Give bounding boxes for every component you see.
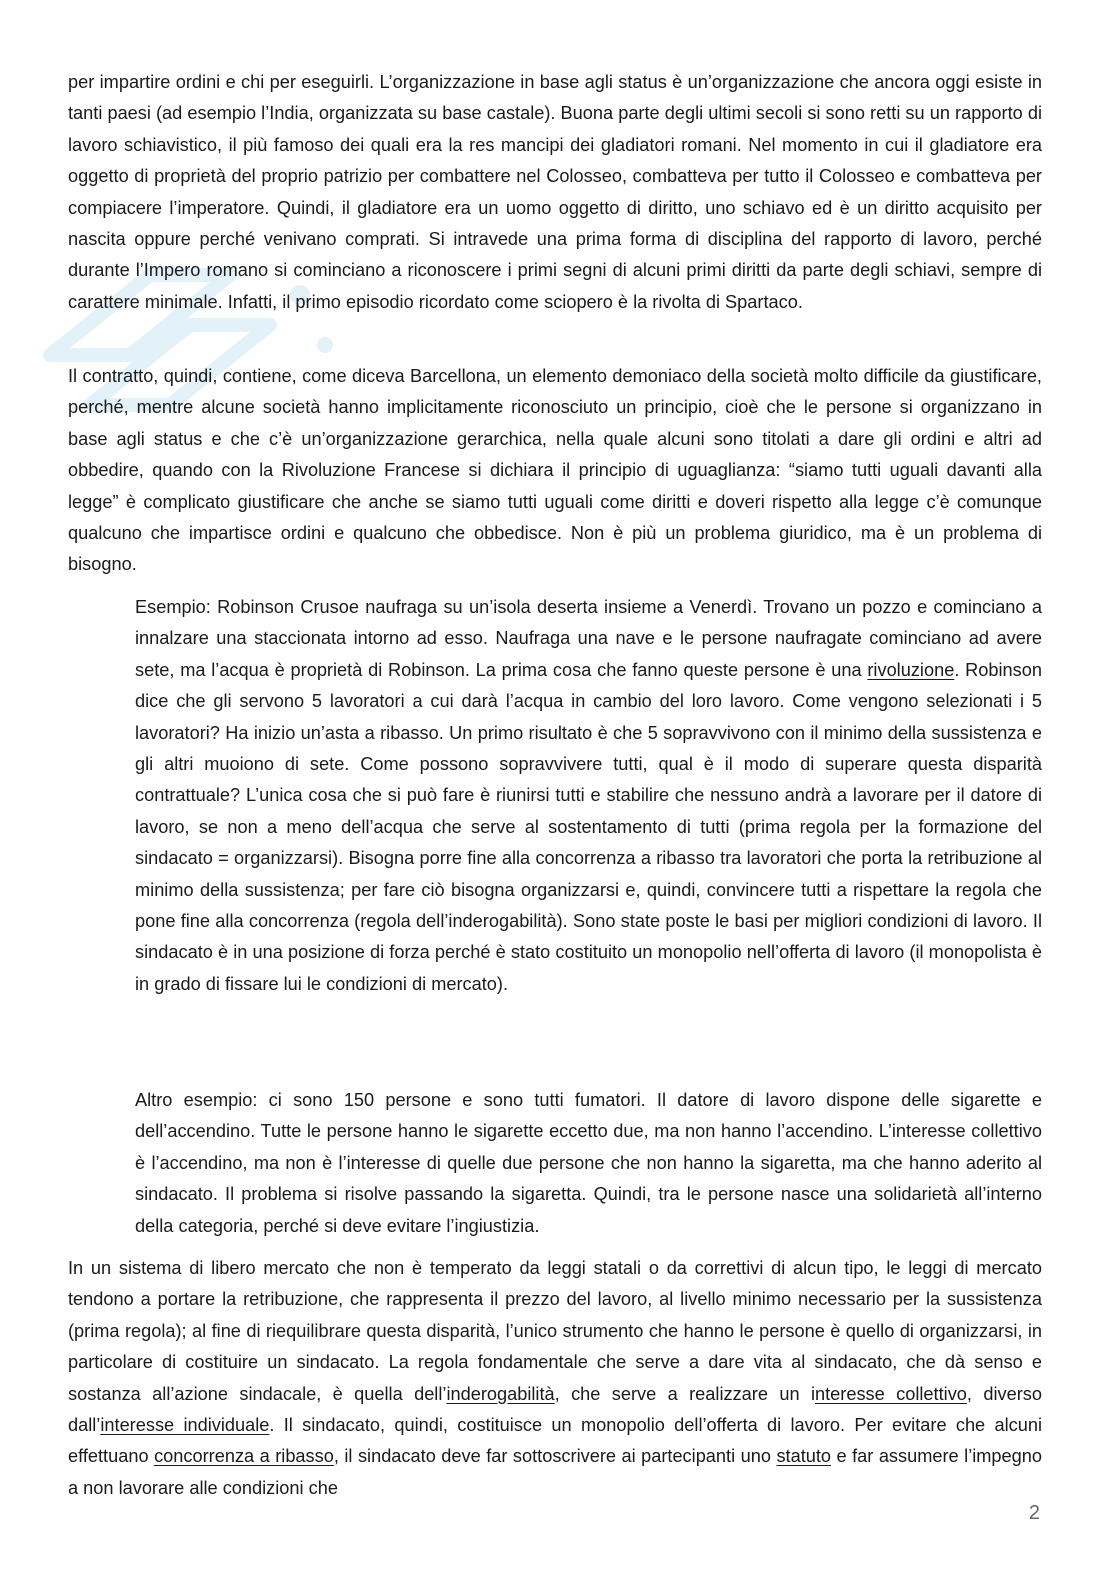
page-number: 2 xyxy=(1028,1502,1040,1524)
text-segment: , diverso dall’ xyxy=(68,1383,1042,1436)
paragraph-contract: Il contratto, quindi, contiene, come diceva Barcellona, un elemento demoniaco della società molto difficile da giustificare, perché, mentre alcune società hanno implicitamente riconosciuto un principio, cioè che le persone si organizzano in base agli status e che c’è un’organizzazione gerarchica, nella quale alcuni sono titolati a dare gli ordini e altri ad obbedire, quando con la Rivoluzione Francese si dichiara il principio di uguaglianza: “siamo tutti uguali davanti alla legge” è complicato giustificare che anche se siamo tutti uguali come diritti e doveri rispetto alla legge c’è comunque qualcuno che impartisce ordini e qualcuno che obbedisce. Non è più un problema giuridico, ma è un problema di bisogno. xyxy=(68,366,1042,575)
underlined-term-interesse-individuale: interesse individuale xyxy=(100,1415,270,1436)
text-segment: . Robinson dice che gli servono 5 lavoratori a cui darà l’acqua in cambio del loro lavoro. Come vengono selezionati i 5 lavoratori? Ha inizio un’asta a ribasso. Un primo risultato è che 5 sopravvivono con il minimo della sussistenza e gli altri muoiono di sete. Come possono sopravvivere tutti, qual è il modo di superare questa disparità contrattuale? L’unica cosa che si può fare è riunirsi tutti e stabilire che nessuno andrà a lavorare per il datore di lavoro, se non a meno dell’acqua che serve al sostentamento di tutti (prima regola per la formazione del sindacato = organizzarsi). Bisogna porre fine alla concorrenza a ribasso tra lavoratori che porta la retribuzione al minimo della sussistenza; per fare ciò bisogna organizzarsi e, quindi, convincere tutti a rispettare la regola che pone fine alla concorrenza (regola dell’inderogabilità). Sono state poste le basi per migliori condizioni di lavoro. Il sindacato è in una posizione di forza perché è stato costituito un monopolio nell’offerta di lavoro (il monopolista è in grado di fissare lui le condizioni di mercato). xyxy=(135,659,1042,994)
paragraph-example-robinson xyxy=(135,592,1042,1000)
text-segment: In un sistema di libero mercato che non è temperato da leggi statali o da correttivi di alcun tipo, le leggi di mercato tendono a portare la retribuzione, che rappresenta il prezzo del lavoro, al livello minimo necessario per la sussistenza (prima regola); al fine di riequilibrare questa disparità, l’unico strumento che hanno le persone è quello di organizzarsi, in particolare di costituire un sindacato. La regola fondamentale che serve a dare vita al sindacato, che dà senso e sostanza all’azione sindacale, è quella dell’ xyxy=(68,1258,1042,1404)
text-segment: e far assumere l’impegno a non lavorare alle condizioni che xyxy=(68,1446,1042,1498)
paragraph-status-organization: per impartire ordini e chi per eseguirli. L’organizzazione in base agli status è un’organizzazione che ancora oggi esiste in tanti paesi (ad esempio l’India, organizzata su base castale). Buona parte degli ultimi secoli si sono retti su un rapporto di lavoro schiavistico, il più famoso dei quali era la res mancipi dei gladiatori romani. Nel momento in cui il gladiatore era oggetto di proprietà del proprio patrizio per combattere nel Colosseo, combatteva per tutto il Colosseo e combatteva per compiacere l’imperatore. Quindi, il gladiatore era un uomo oggetto di diritto, uno schiavo ed è un diritto acquisito per nascita oppure perché venivano comprati. Si intravede una prima forma di disciplina del rapporto di lavoro, perché durante l’Impero romano si cominciano a riconoscere i primi segni di alcuni primi diritti da parte degli schiavi, sempre di carattere minimale. Infatti, il primo episodio ricordato come sciopero è la rivolta di Spartaco. xyxy=(68,72,1042,312)
paragraph-free-market xyxy=(68,1253,1042,1504)
underlined-term-concorrenza-a-ribasso: concorrenza a ribasso xyxy=(154,1446,334,1467)
underlined-term-rivoluzione: rivoluzione xyxy=(867,659,955,680)
text-segment: Esempio: Robinson Crusoe naufraga su un’isola deserta insieme a Venerdì. Trovano un pozzo e cominciano a innalzare una staccionata intorno ad esso. Naufraga una nave e le persone naufragate cominciano ad avere sete, ma l’acqua è proprietà di Robinson. La prima cosa che fanno queste persone è una xyxy=(135,597,1042,680)
paragraph-example-smokers: Altro esempio: ci sono 150 persone e sono tutti fumatori. Il datore di lavoro dispone delle sigarette e dell’accendino. Tutte le persone hanno le sigarette eccetto due, ma non hanno l’accendino. L’interesse collettivo è l’accendino, ma non è l’interesse di quelle due persone che non hanno la sigaretta, ma che hanno aderito al sindacato. Il problema si risolve passando la sigaretta. Quindi, tra le persone nasce una solidarietà all’interno della categoria, perché si deve evitare l’ingiustizia. xyxy=(135,1090,1042,1236)
underlined-term-statuto: statuto xyxy=(776,1446,832,1467)
text-segment: , il sindacato deve far sottoscrivere ai partecipanti uno xyxy=(333,1446,777,1467)
underlined-term-interesse-collettivo: nteresse collettivo xyxy=(815,1383,967,1404)
text-segment: . Il sindacato, quindi, costituisce un monopolio dell’offerta di lavoro. Per evitare che alcuni effettuano xyxy=(68,1415,1042,1467)
text-segment: , che serve a realizzare un i xyxy=(554,1383,815,1404)
underlined-term-inderogabilita: inderogabilità xyxy=(446,1383,555,1404)
